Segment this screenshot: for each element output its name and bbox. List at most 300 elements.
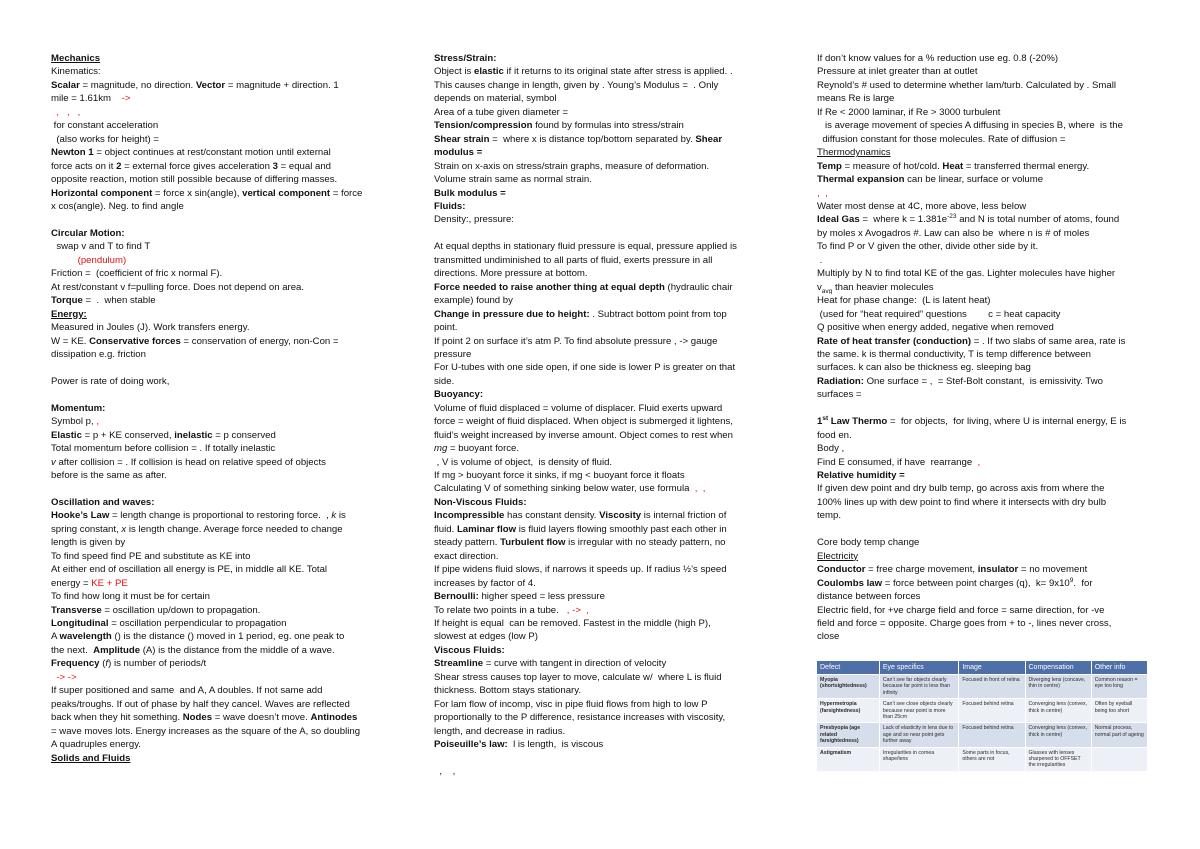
note-text: inelastic (174, 429, 213, 441)
note-line: temp. (817, 510, 841, 522)
note-text: Longitudinal (51, 617, 109, 629)
note-text: = wave doesn’t move. (212, 712, 311, 724)
note-line: directions. More pressure at bottom. (434, 268, 588, 280)
note-line: = wave moves lots. Energy increases as the square of the A, so doubling (51, 725, 361, 737)
table-cell: Converging lens (convex, thick in centre) (1025, 723, 1091, 747)
note-line (51, 213, 373, 226)
note-text: = oscillation up/down to propagation. (101, 604, 261, 616)
eye-defects-table (816, 660, 1148, 772)
note-line: by moles x Avogadros #. Law can also be where n is # of moles (817, 227, 1090, 239)
note-text: found by formulas into stress/strain (532, 120, 684, 132)
note-text: = transferred thermal energy. (963, 160, 1090, 172)
note-line (51, 604, 373, 617)
note-line (434, 509, 772, 522)
note-text: . Subtract bottom point from top (589, 308, 727, 320)
note-line: (also works for height) = (51, 133, 159, 145)
note-line (51, 644, 373, 657)
note-line: At rest/constant v f=pulling force. Does not depend on area. (51, 281, 305, 293)
note-text: after collision = . If collision is head on relative speed of objects (55, 456, 326, 468)
note-text: Bernoulli: (434, 591, 479, 603)
note-line: length, and decrease in radius. (434, 725, 566, 737)
note-line (817, 187, 1147, 200)
note-text: 9 (1069, 576, 1074, 584)
note-text: Elastic (51, 429, 82, 441)
note-line: , , (434, 765, 456, 777)
note-line (434, 536, 772, 549)
note-line: If given dew point and dry bulb temp, go across axis from where the (817, 483, 1105, 495)
note-line (51, 254, 373, 267)
note-text: is (336, 510, 346, 522)
note-text: = where x is distance top/bottom separated by. (489, 133, 696, 145)
table-cell: Hypermetropia (farsightedness) (817, 699, 880, 723)
note-line: Fluids: (434, 200, 466, 212)
section-heading: Electricity (817, 550, 859, 562)
note-line (817, 335, 1147, 348)
note-text: A (51, 631, 60, 643)
note-line (817, 563, 1147, 576)
note-line: opposite reaction, motion still possible because of differing masses. (51, 174, 338, 186)
note-text: = p conserved (212, 429, 276, 441)
note-line: Strain on x-axis on stress/strain graphs, measure of deformation. (434, 160, 710, 172)
note-text: , , , (51, 106, 81, 118)
column-stress-strain-fluids (434, 52, 772, 778)
note-text: the next. (51, 644, 94, 656)
note-text: v (817, 281, 822, 293)
note-line (51, 523, 373, 536)
note-text: Law Thermo (828, 416, 888, 428)
note-text: = equal and (277, 160, 332, 172)
note-text: Viscosity (599, 510, 642, 522)
note-line: Heat for phase change: (L is latent heat) (817, 295, 991, 307)
note-text: can be linear, surface or volume (904, 174, 1044, 186)
note-line: Relative humidity = (817, 470, 905, 482)
note-line: . (817, 254, 823, 266)
note-line: before is the same as after. (51, 470, 167, 481)
note-line: swap v and T to find T (51, 241, 151, 253)
note-text: (A) is the distance from the middle of a wave. (140, 644, 335, 656)
note-line: transmitted undiminished to all parts of fluid, exerts pressure in all (434, 254, 713, 266)
note-line (817, 523, 1147, 536)
note-line (51, 92, 373, 105)
note-text: Tension/compression (434, 120, 533, 132)
section-heading: Mechanics (51, 53, 101, 64)
note-line (434, 442, 772, 455)
note-text: = oscillation perpendicular to propagation (108, 617, 287, 629)
note-line: Non-Viscous Fluids: (434, 496, 527, 508)
note-line (51, 711, 373, 724)
note-text: k (331, 510, 337, 522)
note-line: Oscillation and waves: (51, 496, 155, 508)
section-heading: Energy: (51, 308, 87, 320)
note-text: Shear strain (434, 133, 490, 145)
note-text: back when they hit something. (51, 712, 183, 724)
note-text: Frequency (51, 658, 100, 670)
note-line: Measured in Joules (J). Work transfers energy. (51, 322, 250, 334)
note-line (817, 402, 1147, 415)
table-cell: Common reason = eye too long (1091, 675, 1147, 699)
note-text: force acts on it (51, 160, 117, 172)
note-line (817, 281, 1147, 294)
header-other-info: Other info (1091, 661, 1147, 675)
note-text: Force needed to raise another thing at equal depth (434, 281, 665, 293)
note-line (51, 335, 373, 348)
note-text: = for objects, for living, where U is internal energy, E is (887, 416, 1127, 428)
note-text: = p + KE conserved, (81, 429, 175, 441)
note-line (51, 361, 373, 374)
note-text: Rate of heat transfer (conduction) (817, 335, 972, 347)
note-text: Laminar flow (456, 523, 517, 535)
note-text: Newton 1 (51, 147, 94, 159)
note-text: Temp (817, 160, 842, 172)
note-line: Multiply by N to find total KE of the gas. Lighter molecules have higher (817, 268, 1116, 280)
note-line: field and force = opposite. Charge goes from + to -, lines never cross, (817, 618, 1112, 629)
note-text: = . If two slabs of same area, rate is (971, 335, 1126, 347)
note-line (51, 146, 373, 159)
note-text: st (822, 415, 829, 423)
note-line (51, 187, 373, 200)
note-text: Change in pressure due to height: (434, 308, 590, 320)
note-line: For lam flow of incomp, visc in pipe fluid flows from high to low P (434, 698, 708, 710)
note-line: Density:, pressure: (434, 214, 514, 226)
note-line: thickness. Bottom stays stationary. (434, 685, 581, 697)
note-text: Shear (695, 133, 723, 145)
column-thermo-electricity (817, 52, 1147, 644)
note-text: 1 (817, 416, 823, 428)
note-line: Reynold’s # used to determine whether lam/turb. Calculated by . Small (817, 79, 1116, 91)
note-text: Heat (942, 160, 964, 172)
note-text: = object continues at rest/constant motion until external (93, 147, 331, 159)
table-cell: Irregularities in cornea shape/lens (879, 747, 958, 771)
note-line: To find speed find PE and substitute as KE into (51, 550, 251, 562)
note-line: close (817, 631, 840, 643)
note-text: spring constant, (51, 523, 122, 535)
note-line: For U-tubes with one side open, if one side is lower P is greater on that (434, 362, 736, 374)
note-line: Stress/Strain: (434, 53, 497, 64)
note-text: = conservation of energy, non-Con = (180, 335, 339, 347)
note-text: Turbulent flow (500, 537, 566, 549)
note-line (817, 375, 1147, 388)
table-cell: Focused behind retina (959, 723, 1025, 747)
note-line: Momentum: (51, 402, 106, 414)
note-text: 2 (116, 160, 122, 172)
note-text: Radiation: (817, 375, 864, 387)
note-line: If don’t know values for a % reduction use eg. 0.8 (-20%) (817, 53, 1059, 64)
note-text: x (121, 523, 127, 535)
note-line: At equal depths in stationary fluid pressure is equal, pressure applied is (434, 241, 737, 253)
note-text: Ideal Gas (817, 214, 860, 226)
note-line (51, 429, 373, 442)
note-line: Bulk modulus = (434, 187, 506, 199)
header-image: Image (959, 661, 1025, 675)
note-line: Area of a tube given diameter = (434, 106, 569, 118)
note-text: = magnitude, no direction. (79, 79, 196, 91)
table-cell: Astigmatism (817, 747, 880, 771)
note-line (51, 630, 373, 643)
note-text: steady pattern. (434, 537, 501, 549)
table-cell: Lack of elasticity in lens due to age and so near point gets further away (879, 723, 958, 747)
note-line: surfaces = (817, 389, 862, 401)
note-line: Power is rate of doing work, (51, 375, 170, 387)
note-line (51, 577, 373, 590)
note-line (51, 415, 373, 428)
note-text: Incompressible (434, 510, 505, 522)
note-line: is average movement of species A diffusing in species B, where is the (817, 120, 1123, 132)
note-text: Symbol p, (51, 416, 97, 428)
note-line (434, 523, 772, 536)
header-eye-specifics: Eye specifics (879, 661, 958, 675)
note-text: Hooke’s Law (51, 510, 110, 522)
note-text: . for (1073, 577, 1093, 589)
table-row (817, 747, 1148, 771)
note-line: point. (434, 322, 458, 334)
note-text: wavelength (59, 631, 112, 643)
note-text: Torque (51, 295, 83, 307)
note-line (817, 577, 1147, 590)
note-text: -> -> (51, 671, 77, 683)
note-line (434, 657, 772, 670)
note-text: Coulombs law (817, 577, 883, 589)
table-row (817, 675, 1148, 699)
note-text: Conductor (817, 564, 866, 576)
note-line: (used for “heat required” questions c = heat capacity (817, 308, 1061, 320)
note-line (51, 79, 373, 92)
note-line: To find P or V given the other, divide other side by it. (817, 241, 1039, 253)
note-line: Water most dense at 4C, more above, less below (817, 200, 1027, 212)
note-line: means Re is large (817, 93, 895, 105)
note-line: exact direction. (434, 550, 499, 562)
note-line (434, 65, 772, 78)
note-line: To find how long it must be for certain (51, 591, 210, 603)
header-compensation: Compensation (1025, 661, 1091, 675)
note-line (51, 509, 373, 522)
note-line (434, 604, 772, 617)
note-line (51, 657, 373, 670)
note-text: insulator (977, 564, 1019, 576)
note-text: Find E consumed, if have rearrange (817, 456, 978, 468)
note-text: = where k = 1.381e (859, 214, 948, 226)
note-text: Thermal expansion (817, 174, 905, 186)
note-line: Volume of fluid displaced = volume of displacer. Fluid exerts upward (434, 402, 723, 414)
table-cell: Converging lens (convex, thick in centre) (1025, 699, 1091, 723)
table-cell: Glasses with lenses sharpened to OFFSET the irregularities (1025, 747, 1091, 771)
note-text: mile = 1.61km (51, 93, 122, 105)
note-text: fluid. (434, 523, 457, 535)
note-line: At either end of oscillation all energy is PE, in middle all KE. Total (51, 564, 328, 576)
table-row (817, 699, 1148, 723)
note-text: is irregular with no steady pattern, no (565, 537, 726, 549)
note-line: length is given by (51, 537, 126, 549)
note-text: ( (99, 658, 106, 670)
table-header (817, 661, 1148, 675)
note-text: = force (330, 187, 363, 199)
note-line: Shear stress causes top layer to move, calculate w/ where L is fluid (434, 671, 722, 683)
note-text: Horizontal component (51, 187, 153, 199)
note-text: 3 (272, 160, 278, 172)
note-line: Buoyancy: (434, 389, 484, 401)
note-line (51, 617, 373, 630)
note-line: If mg > buoyant force it sinks, if mg < buoyant force it floats (434, 470, 685, 482)
table-row (817, 723, 1148, 747)
section-heading: Thermodynamics (817, 147, 891, 159)
note-line: force = weight of fluid displaced. When object is submerged it lightens, (434, 416, 733, 428)
note-line (434, 308, 772, 321)
note-line: This causes change in length, given by . Young’s Modulus = . Only (434, 79, 719, 91)
note-text: if it returns to its original state after stress is applied. . (503, 66, 733, 78)
note-line: A quadruples energy. (51, 739, 141, 751)
note-text: Vector (195, 79, 226, 91)
note-text: Calculating V of something sinking below water, use formula (434, 483, 695, 495)
note-line: dissipation e.g. friction (51, 348, 146, 360)
note-text: Object is (434, 66, 474, 78)
table-cell: Normal process, normal part of ageing (1091, 723, 1147, 747)
note-text: = external force gives acceleration (121, 160, 273, 172)
note-text: is fluid layers flowing smoothly past each other in (516, 523, 727, 535)
column-mechanics (51, 52, 373, 765)
note-line: If point 2 on surface it’s atm P. To find absolute pressure , -> gauge (434, 335, 718, 347)
note-text: Poiseuille’s law: (434, 739, 508, 751)
note-text: = force x sin(angle), (152, 187, 243, 199)
note-line (434, 133, 772, 146)
note-text: l is length, is viscous (507, 739, 604, 751)
note-text: avg (821, 287, 833, 295)
note-text: , , (694, 483, 706, 495)
note-line: Pressure at inlet greater than at outlet (817, 66, 978, 78)
note-line (434, 281, 772, 294)
note-text: (hydraulic chair (664, 281, 733, 293)
note-line: Core body temp change (817, 537, 920, 549)
note-text: , (977, 456, 981, 468)
note-line: surfaces. k can also be thickness eg. sleeping bag (817, 362, 1031, 374)
note-line: example) found by (434, 295, 513, 307)
note-line (817, 456, 1147, 469)
table-cell: Focused in front of retina (959, 675, 1025, 699)
note-line: If pipe widens fluid slows, if narrows it speeds up. If radius ½’s speed (434, 564, 727, 576)
note-text: v (51, 456, 56, 468)
note-line: Body , (817, 443, 845, 455)
note-text: is length change. Average force needed to change (126, 523, 343, 535)
note-line: increases by factor of 4. (434, 577, 536, 589)
note-line: Q positive when energy added, negative when removed (817, 322, 1054, 334)
note-line (51, 482, 373, 495)
note-text: (pendulum) (77, 254, 127, 266)
note-line (434, 119, 772, 132)
note-line: Kinematics: (51, 66, 101, 78)
note-text: = magnitude + direction. 1 (225, 79, 339, 91)
note-text: Transverse (51, 604, 102, 616)
note-line: , V is volume of object, is density of fluid. (434, 456, 613, 468)
note-text: = force between point charges (q), k= 9x10 (882, 577, 1070, 589)
note-line (434, 482, 772, 495)
table-cell: Myopia (shortsightedness) (817, 675, 880, 699)
note-text: ) is number of periods/t (108, 658, 207, 670)
note-line: Electric field, for +ve charge field and force = same direction, for -ve (817, 604, 1105, 616)
note-text (51, 255, 78, 266)
note-line (51, 160, 373, 173)
note-line: 100% lines up with dew point to find where it intersects with dry bulb (817, 496, 1107, 508)
note-line: If super positioned and same and A, A doubles. If not same add (51, 685, 323, 697)
note-line (434, 752, 772, 765)
note-text: than heavier molecules (832, 281, 934, 293)
note-text: is internal friction of (641, 510, 727, 522)
note-line: pressure (434, 348, 472, 360)
note-text: Antinodes (310, 712, 358, 724)
note-text: mg (434, 443, 448, 455)
note-line: fluid’s weight increased by inverse amount. Object comes to rest when (434, 429, 733, 441)
note-text: -23 (947, 213, 957, 221)
note-text: elastic (474, 66, 504, 78)
note-text: = buoyant force. (447, 443, 520, 455)
note-line: slowest at edges (low P) (434, 631, 538, 643)
note-text: , -> , (566, 604, 589, 616)
note-text: = free charge movement, (865, 564, 978, 576)
note-text: , , (817, 187, 828, 199)
note-text: = length change is proportional to restoring force. , (109, 510, 332, 522)
note-line: Circular Motion: (51, 227, 125, 239)
note-text: Conservative forces (89, 335, 181, 347)
note-text: -> (121, 93, 131, 105)
note-line: x cos(angle). Neg. to find angle (51, 200, 184, 212)
note-text: To relate two points in a tube. (434, 604, 567, 616)
note-text: = measure of hot/cold. (841, 160, 943, 172)
note-line: distance between forces (817, 591, 921, 603)
note-text: Streamline (434, 658, 484, 670)
table-cell: Diverging lens (concave, thin in centre) (1025, 675, 1091, 699)
note-text: has constant density. (504, 510, 600, 522)
note-text: Nodes (182, 712, 213, 724)
note-line (434, 227, 772, 240)
note-line: diffusion constant for those molecules. Rate of diffusion = (817, 133, 1066, 145)
note-line (51, 294, 373, 307)
note-line (434, 590, 772, 603)
note-text: KE + PE (91, 577, 128, 589)
note-line: Friction = (coefficient of fric x normal F). (51, 268, 223, 280)
note-line: depends on material, symbol (434, 93, 557, 105)
note-line: food en. (817, 429, 852, 441)
header-defect: Defect (817, 661, 880, 675)
note-text: Amplitude (93, 644, 141, 656)
table-cell: Focused behind retina (959, 699, 1025, 723)
note-text: One surface = , = Stef-Bolt constant, is emissivity. Two (863, 375, 1103, 387)
note-line (434, 738, 772, 751)
note-text: () is the distance () moved in 1 period, eg. one peak to (111, 631, 345, 643)
note-line: modulus = (434, 147, 483, 159)
note-line (817, 415, 1147, 428)
table-cell: Some parts in focus, others are not (959, 747, 1025, 771)
note-line (51, 106, 373, 119)
note-text: , (96, 416, 99, 428)
note-text: W = KE. (51, 335, 90, 347)
note-line: Viscous Fluids: (434, 644, 505, 656)
note-text: = no movement (1018, 564, 1088, 576)
note-line (817, 213, 1147, 226)
note-line: If height is equal can be removed. Fastest in the middle (high P), (434, 618, 711, 630)
note-text: = curve with tangent in direction of velocity (483, 658, 667, 670)
note-line: peaks/troughs. If out of phase by half they cancel. Waves are reflected (51, 698, 350, 710)
note-text: higher speed = less pressure (478, 591, 605, 603)
table-cell: Can’t see close objects clearly because near point is more than 25cm (879, 699, 958, 723)
note-line: the same. k is thermal conductivity, T is temp difference between (817, 348, 1091, 360)
note-line: Volume strain same as normal strain. (434, 174, 592, 186)
note-text: and N is total number of atoms, found (956, 214, 1120, 226)
note-line (817, 160, 1147, 173)
note-line (817, 173, 1147, 186)
table-cell: Often by eyeball being too short (1091, 699, 1147, 723)
note-text: vertical component (242, 187, 331, 199)
note-line: side. (434, 375, 455, 387)
note-line (51, 388, 373, 401)
note-line (51, 456, 373, 469)
note-line: for constant acceleration (51, 120, 159, 132)
